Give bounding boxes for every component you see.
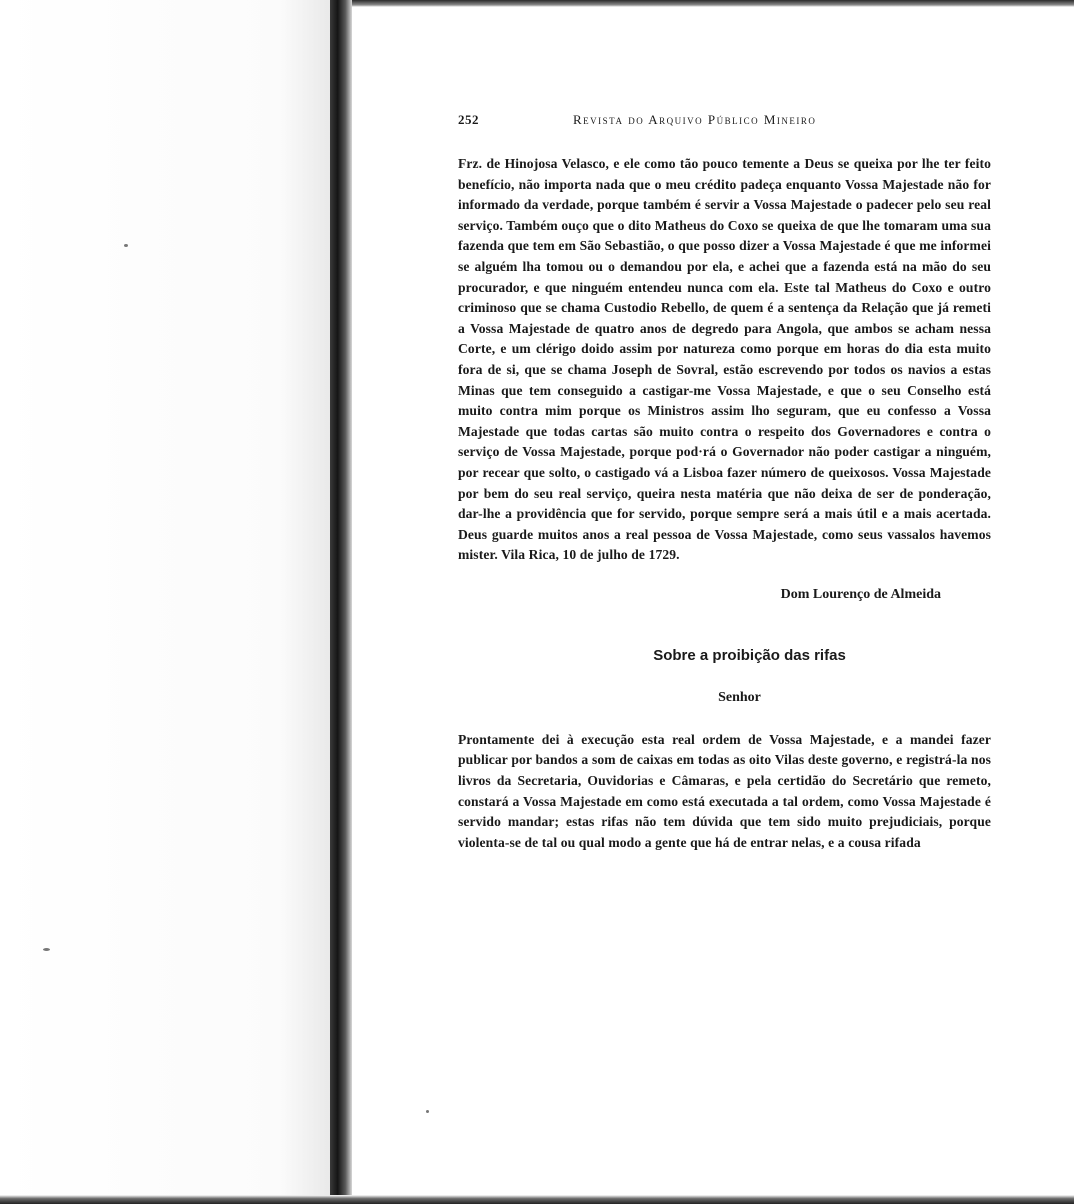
book-page [458,112,991,853]
scan-speck [426,1110,429,1113]
page-bottom-edge [0,1195,1074,1204]
book-spine-shadow [330,0,352,1204]
scan-speck [124,244,128,247]
scan-speck [43,948,50,951]
letter-signature: Dom Lourenço de Almeida [780,586,941,602]
page-top-edge [352,0,1074,7]
facing-page-margin [0,0,330,1204]
running-head [458,112,991,134]
letter-body [458,154,991,566]
section-body [458,730,991,854]
journal-title: Revista do Arquivo Público Mineiro [573,112,817,127]
section-title: Sobre a proibição das rifas [653,646,846,664]
section-paragraph: Prontamente dei à execução esta real ordem de Vossa Majestade, e a mandei fazer publicar por bandos a som de caixas em todas as oito Vilas deste governo, e registrá-la nos livros da Secretaria, Ouvidorias e Câmaras, e pela certidão do Secretário que remeto, constará a Vossa Majestade em como está executada a tal ordem, como Vossa Majestade é servido mandar; estas rifas não tem dúvida que tem sido muito prejudiciais, porque violenta-se de tal ou qual modo a gente que há de entrar nelas, e a cousa rifada [458,731,991,850]
page-number: 252 [458,112,479,127]
section-salutation: Senhor [718,689,761,705]
letter-paragraph: Frz. de Hinojosa Velasco, e ele como tão pouco temente a Deus se queixa por lhe ter feito benefício, não importa nada que o meu crédito padeça enquanto Vossa Majestade não for informado da verdade, porque também é servir a Vossa Majestade o padecer pelo seu real serviço. Também ouço que o dito Matheus do Coxo se queixa de que lhe tomaram uma sua fazenda que tem em São Sebastião, o que posso dizer a Vossa Majestade é que me informei se alguém lha tomou ou o demandou por ela, e achei que a fazenda está na mão do seu procurador, e que ninguém entendeu nunca com ela. Este tal Matheus do Coxo e outro criminoso que se chama Custodio Rebello, de quem é a sentença da Relação que já remeti a Vossa Majestade de quatro anos de degredo para Angola, que ambos se acham nessa Corte, e um clérigo doido assim por natureza como porque em horas do dia esta muito fora de si, que se chama Joseph de Sovral, estão escrevendo por todos os navios a estas Minas que tem conseguido a castigar-me Vossa Majestade, e que o seu Conselho está muito contra mim porque os Ministros assim lho seguram, que eu confesso a Vossa Majestade que todas cartas são muito contra o respeito dos Governadores e contra o serviço de Vossa Majestade, porque pod·rá o Governador não poder castigar a ninguém, por recear que solto, o castigado vá a Lisboa fazer número de queixosos. Vossa Majestade por bem do seu real serviço, queira nesta matéria que não deixa de ser de ponderação, dar-lhe a providência que for servido, porque sempre será a mais útil e a mais acertada. Deus guarde muitos anos a real pessoa de Vossa Majestade, como seus vassalos havemos mister. Vila Rica, 10 de julho de 1729. [458,156,991,563]
